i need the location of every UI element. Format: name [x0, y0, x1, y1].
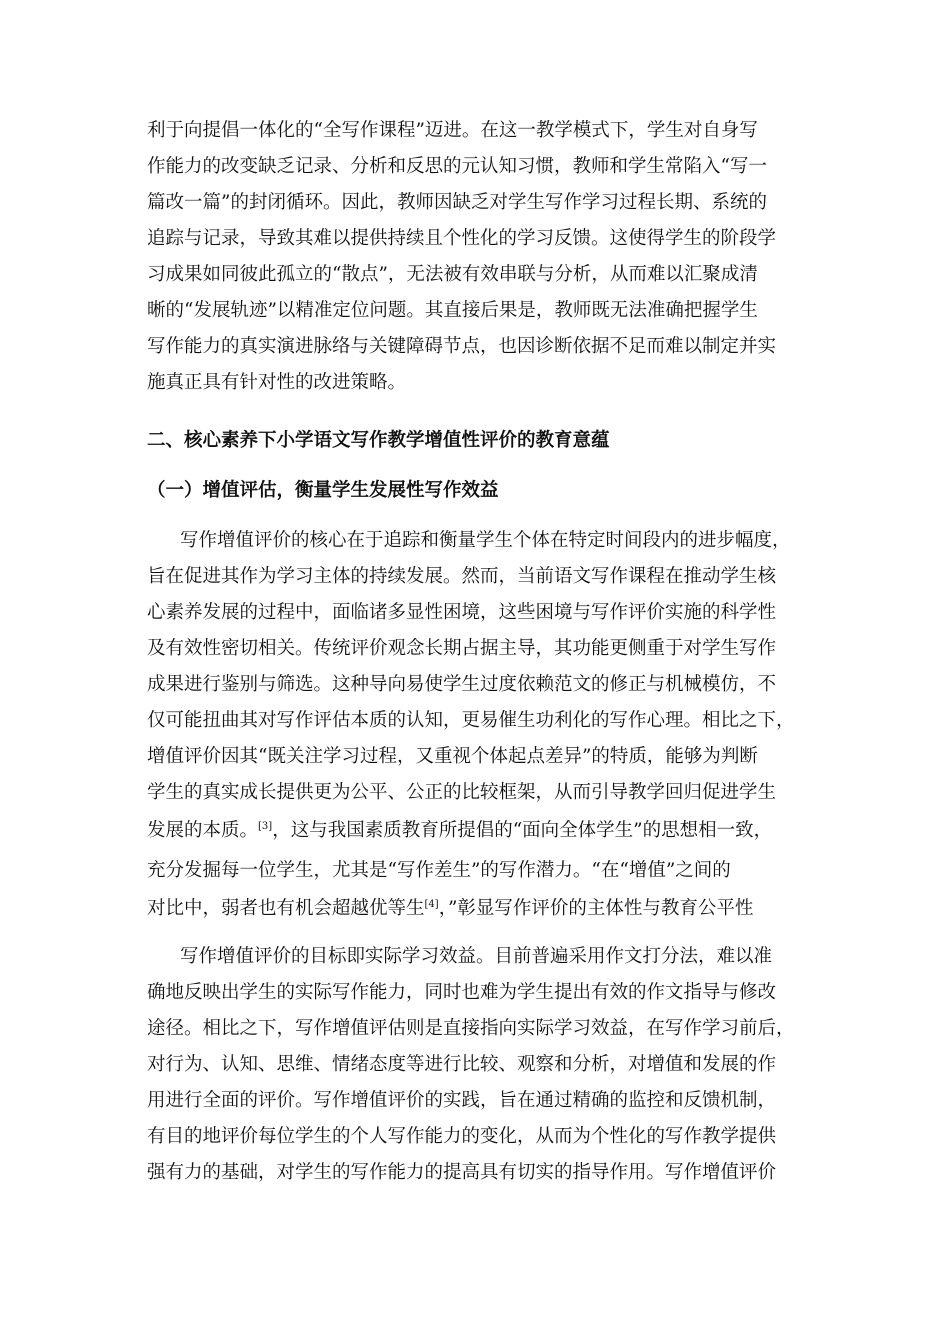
- section-heading: 二、核心素养下小学语文写作教学增值性评价的教育意蕴: [147, 430, 610, 451]
- text-line: 旨在促进其作为学习主体的持续发展。然而，当前语文写作课程在推动学生核: [147, 566, 777, 587]
- text-line: 篇改一篇”的封闭循环。因此，教师因缺乏对学生写作学习过程长期、系统的: [147, 192, 767, 213]
- text-line: 及有效性密切相关。传统评价观念长期占据主导，其功能更侧重于对学生写作: [147, 638, 777, 659]
- text-line: 写作增值评价的目标即实际学习效益。目前普遍采用作文打分法，难以准: [180, 946, 773, 967]
- text-line: 晰的“发展轨迹”以精准定位问题。其直接后果是，教师既无法准确把握学生: [147, 300, 758, 321]
- text-line: 途径。相比之下，写作增值评估则是直接指向实际学习效益，在写作学习前后，: [147, 1018, 795, 1039]
- text-line: 写作增值评价的核心在于追踪和衡量学生个体在特定时间段内的进步幅度，: [180, 530, 791, 551]
- text-line: 增值评价因其“既关注学习过程，又重视个体起点差异”的特质，能够为判断: [147, 746, 758, 767]
- text-line: 心素养发展的过程中，面临诸多显性困境，这些困境与写作评价实施的科学性: [147, 602, 777, 623]
- text-line: 写作能力的真实演进脉络与关键障碍节点，也因诊断依据不足而难以制定并实: [147, 336, 777, 357]
- text-line: 仅可能扭曲其对写作评估本质的认知，更易催生功利化的写作心理。相比之下，: [147, 710, 795, 731]
- text-line: 利于向提倡一体化的“全写作课程”迈进。在这一教学模式下，学生对自身写: [147, 120, 758, 141]
- text-line: [147, 818, 772, 844]
- text-line: 学生的真实成长提供更为公平、公正的比较框架，从而引导教学回归促进学生: [147, 782, 777, 803]
- text-line: 追踪与记录，导致其难以提供持续且个性化的学习反馈。这使得学生的阶段学: [147, 228, 777, 249]
- text-line: 强有力的基础，对学生的写作能力的提高具有切实的指导作用。写作增值评价: [147, 1162, 777, 1183]
- subsection-heading: （一）增值评估，衡量学生发展性写作效益: [147, 480, 499, 501]
- text-line: 对行为、认知、思维、情绪态度等进行比较、观察和分析，对增值和发展的作: [147, 1054, 777, 1075]
- text-line: 作能力的改变缺乏记录、分析和反思的元认知习惯，教师和学生常陷入“写一: [147, 156, 767, 177]
- text-line: 成果进行鉴别与筛选。这种导向易使学生过度依赖范文的修正与机械模仿，不: [147, 674, 777, 695]
- text-line: 习成果如同彼此孤立的“散点”，无法被有效串联与分析，从而难以汇聚成清: [147, 264, 758, 285]
- citation-ref-4[interactable]: [4]: [424, 898, 439, 910]
- text-line: 有目的地评价每位学生的个人写作能力的变化，从而为个性化的写作教学提供: [147, 1126, 777, 1147]
- text-line: 施真正具有针对性的改进策略。: [147, 372, 407, 393]
- text-line: [147, 896, 753, 922]
- text-span: ，这与我国素质教育所提倡的“面向全体学生”的思想相一致，: [272, 820, 773, 841]
- citation-ref-3[interactable]: [3]: [258, 820, 273, 832]
- text-span: 对比中，弱者也有机会超越优等生: [147, 898, 425, 919]
- text-line: 充分发掘每一位学生，尤其是“写作差生”的写作潜力。“在“增值”之间的: [147, 860, 731, 881]
- text-line: 确地反映出学生的实际写作能力，同时也难为学生提出有效的作文指导与修改: [147, 982, 777, 1003]
- text-span: 发展的本质。: [147, 820, 259, 841]
- text-span: ，”彰显写作评价的主体性与教育公平性: [438, 898, 754, 919]
- text-line: 用进行全面的评价。写作增值评价的实践，旨在通过精确的监控和反馈机制，: [147, 1090, 777, 1111]
